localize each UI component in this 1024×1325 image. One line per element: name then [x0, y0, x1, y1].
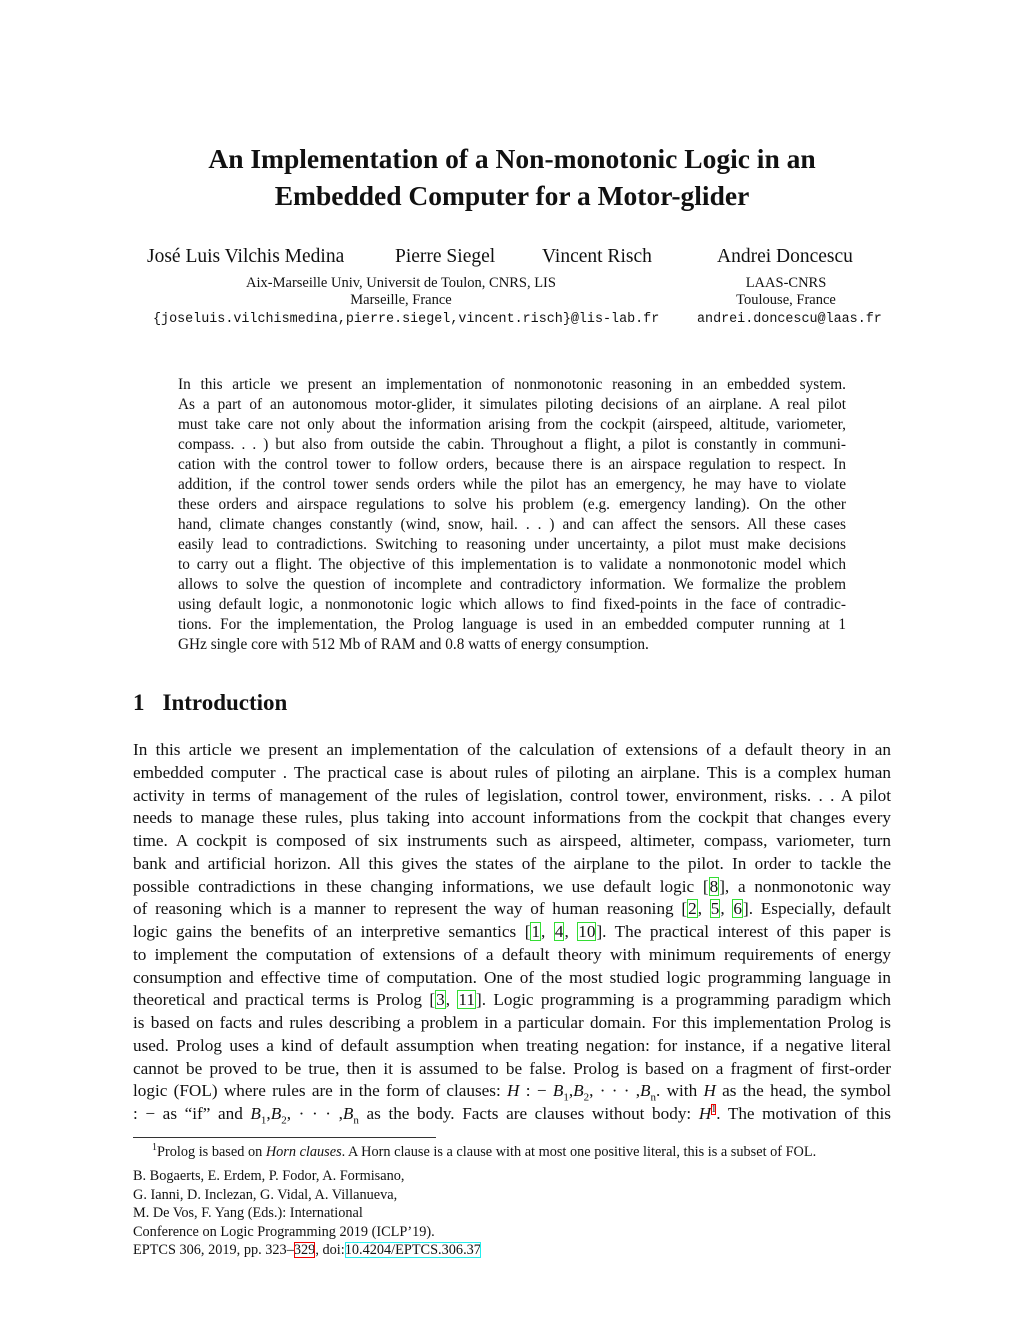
footnote-rule — [133, 1137, 436, 1138]
text-run: to implement the computation of extensions of a default theory with minimum requirements of energy — [133, 944, 891, 964]
affiliation-line: Toulouse, France — [736, 292, 836, 308]
affiliation-lis — [200, 275, 602, 309]
text-run: , — [445, 990, 458, 1010]
citation-link[interactable]: 8 — [709, 876, 719, 896]
footnote-text: . A Horn clause is a clause with at most one positive literal, this is a subset of FOL. — [341, 1144, 817, 1160]
footnote-text: Prolog is based on — [157, 1144, 266, 1160]
citation-link[interactable]: 2 — [688, 899, 697, 919]
venue-info — [133, 1167, 481, 1260]
text-run: easily lead to contradictions. Switching to reasoning under uncertainty, a pilot must make decisions — [178, 536, 846, 553]
text-run: bank and artificial horizon. All this gives the states of the airplane to the pilot. In order to tackle the — [133, 853, 891, 873]
text-run: of reasoning which is a manner to represent the way of human reasoning [ — [133, 899, 688, 919]
footnote-link[interactable]: 1 — [711, 1104, 717, 1116]
text-run: ], a nonmonotonic way — [719, 876, 891, 896]
email-laas: andrei.doncescu@laas.fr — [697, 312, 882, 327]
math-symbol: B — [270, 1104, 282, 1123]
text-line — [133, 762, 891, 785]
affiliation-line: Aix-Marseille Univ, Universit de Toulon, CNRS, LIS — [246, 275, 556, 291]
text-run: addition, if the control tower sends orders while the pilot has an emergency, he may have to violate — [178, 476, 846, 493]
text-run: , — [564, 922, 578, 941]
text-line — [178, 615, 846, 635]
doi-label: , doi: — [315, 1242, 345, 1259]
citation-link[interactable]: 3 — [436, 990, 445, 1010]
text-line — [133, 785, 891, 808]
footnote-mark: 1 — [152, 1142, 157, 1154]
affiliation-line: LAAS-CNRS — [745, 275, 827, 291]
text-run: In this article we present an implementation of the calculation of extensions of a default theory in an — [133, 740, 891, 759]
text-line — [133, 1080, 891, 1103]
text-run: ]. Logic programming is a programming paradigm which — [475, 990, 891, 1010]
text-run: ]. Especially, default — [743, 899, 892, 919]
text-line — [133, 853, 891, 876]
text-run: , — [697, 899, 710, 919]
text-line — [178, 575, 846, 595]
text-run: needs to manage these rules, plus taking into account informations from the cockpit that changes every — [133, 808, 891, 828]
text-run: , — [266, 1104, 271, 1123]
text-run: , — [720, 899, 733, 919]
author-name: José Luis Vilchis Medina — [147, 246, 345, 267]
text-run: used. Prolog uses a kind of default assumption when treating negation: for instance, if a negative literal — [133, 1035, 891, 1055]
text-run: cannot be proved to be true, then it is assumed to be false. Prolog is based on a fragment of first-order — [133, 1058, 891, 1078]
section-heading — [133, 690, 287, 716]
math-subscript: 1 — [260, 1114, 267, 1127]
text-run: , · · · , — [589, 1081, 641, 1101]
section-number: 1 — [133, 690, 145, 715]
doi-link[interactable]: 10.4204/EPTCS.306.37 — [344, 1242, 481, 1259]
text-line — [178, 435, 846, 455]
text-line — [133, 898, 891, 921]
text-run: tions. For the implementation, the Prolog language is used in an embedded computer running at 1 — [178, 616, 846, 633]
text-line — [133, 1058, 891, 1081]
text-run: time. A cockpit is composed of six instruments such as airspeed, altimeter, compass, variometer, turn — [133, 831, 891, 850]
text-line — [178, 455, 846, 475]
title-line-2: Embedded Computer for a Motor-glider — [274, 180, 750, 211]
text-run: , · · · , — [286, 1104, 343, 1123]
paper-title — [0, 140, 1024, 214]
eptcs-text: EPTCS 306, 2019, pp. 323– — [133, 1242, 294, 1259]
text-run: . The motivation of this — [716, 1104, 891, 1123]
math-symbol: H — [703, 1081, 716, 1101]
math-symbol: B — [552, 1081, 564, 1101]
text-run: must take care not only about the information arising from the cockpit (airspeed, altitude, variometer, — [178, 416, 846, 433]
text-run: logic (FOL) where rules are in the form of clauses: — [133, 1081, 508, 1101]
footnote-italic: Horn clauses — [265, 1144, 342, 1160]
text-line — [133, 989, 891, 1012]
citation-link[interactable]: 4 — [554, 922, 564, 941]
citation-link[interactable]: 5 — [710, 899, 720, 919]
last-page-link[interactable]: 329 — [293, 1242, 316, 1259]
venue-line: Conference on Logic Programming 2019 (ICLP’19). — [133, 1223, 435, 1240]
text-line — [178, 375, 846, 395]
text-line — [133, 921, 891, 944]
text-run: : − as “if” and — [133, 1104, 251, 1123]
affiliation-line: Marseille, France — [350, 292, 452, 308]
math-subscript: 2 — [583, 1091, 590, 1104]
text-run: cation with the control tower to follow orders, because there is an airspace regulation to respect. In — [178, 456, 846, 473]
text-line — [178, 415, 846, 435]
math-subscript: n — [353, 1114, 359, 1127]
text-line — [133, 807, 891, 830]
text-run: is based on facts and rules describing a problem in a particular domain. For this implementation Prolog is — [133, 1013, 891, 1032]
title-line-1: An Implementation of a Non-monotonic Logic in an — [208, 143, 816, 174]
venue-line: B. Bogaerts, E. Erdem, P. Fodor, A. Formisano, — [133, 1168, 405, 1184]
math-symbol: H — [698, 1104, 712, 1123]
text-run: embedded computer . The practical case is about rules of piloting an airplane. This is a complex human — [133, 762, 891, 782]
text-line — [178, 535, 846, 555]
email-lis: {joseluis.vilchismedina,pierre.siegel,vincent.risch}@lis-lab.fr — [153, 312, 660, 327]
venue-line: G. Ianni, D. Inclezan, G. Vidal, A. Villanueva, — [133, 1186, 398, 1203]
text-run: as the body. Facts are clauses without body: — [358, 1104, 699, 1123]
text-run: As a part of an autonomous motor-glider, it simulates piloting decisions of an airplane. A real pilot — [178, 396, 846, 413]
abstract — [178, 375, 846, 655]
text-run: consumption and effective time of computation. One of the most studied logic programming language in — [133, 967, 891, 987]
text-line — [133, 967, 891, 990]
citation-link[interactable]: 6 — [733, 899, 742, 919]
text-run: hand, climate changes constantly (wind, snow, hail. . . ) and can affect the sensors. All these cases — [178, 516, 846, 533]
text-run: In this article we present an implementation of nonmonotonic reasoning in an embedded system. — [178, 376, 846, 393]
section-title: Introduction — [162, 690, 288, 715]
text-run: to carry out a flight. The objective of this implementation is to validate a nonmonotonic model which — [178, 556, 846, 573]
math-subscript: n — [650, 1091, 657, 1104]
text-run: , — [541, 922, 554, 941]
text-line — [133, 944, 891, 967]
text-run: logic gains the benefits of an interpretive semantics [ — [133, 922, 531, 941]
author-name: Vincent Risch — [542, 246, 652, 267]
text-line — [133, 1035, 891, 1058]
text-run: , — [568, 1081, 574, 1101]
text-run: compass. . . ) but also from outside the cabin. Throughout a flight, a pilot is constantly in communi- — [178, 436, 846, 453]
venue-line — [133, 1241, 481, 1260]
text-run: ]. The practical interest of this paper is — [596, 922, 892, 941]
text-run: GHz single core with 512 Mb of RAM and 0.8 watts of energy consumption. — [178, 636, 649, 653]
footnote — [152, 1143, 816, 1162]
affiliation-laas — [696, 275, 876, 309]
math-subscript: 2 — [281, 1114, 287, 1127]
text-run: these orders and airspace regulations to solve his problem (e.g. emergency landing). On the other — [178, 496, 846, 513]
text-run: : − — [519, 1081, 553, 1101]
text-run: . with — [656, 1081, 704, 1101]
text-line — [178, 595, 846, 615]
text-line — [133, 830, 891, 853]
math-symbol: H — [507, 1081, 520, 1101]
author-name: Pierre Siegel — [395, 246, 496, 267]
text-line — [178, 495, 846, 515]
math-symbol: B — [573, 1081, 584, 1101]
math-subscript: 1 — [563, 1091, 569, 1104]
text-run: allows to solve the question of incomplete and contradictory information. We formalize the problem — [178, 576, 846, 593]
text-line — [178, 635, 846, 655]
math-symbol: B — [250, 1104, 261, 1123]
text-run: as the head, the symbol — [715, 1081, 892, 1101]
text-line — [178, 475, 846, 495]
text-line — [133, 739, 891, 762]
text-line — [133, 1103, 891, 1126]
venue-line: M. De Vos, F. Yang (Eds.): International — [133, 1205, 363, 1222]
citation-link[interactable]: 11 — [458, 990, 475, 1010]
introduction-body — [133, 739, 891, 1126]
text-line — [133, 1012, 891, 1035]
text-line — [178, 555, 846, 575]
citation-link[interactable]: 1 — [531, 922, 541, 941]
text-run: theoretical and practical terms is Prolog [ — [133, 990, 436, 1010]
text-line — [178, 515, 846, 535]
text-run: using default logic, a nonmonotonic logic which allows to find fixed-points in the face of contradic- — [178, 596, 846, 613]
math-symbol: B — [342, 1104, 354, 1123]
author-name: Andrei Doncescu — [717, 246, 853, 267]
text-line — [133, 876, 891, 899]
text-run: possible contradictions in these changing informations, we use default logic [ — [133, 876, 709, 896]
math-symbol: B — [640, 1081, 651, 1101]
citation-link[interactable]: 10 — [578, 922, 596, 941]
text-line — [178, 395, 846, 415]
text-run: activity in terms of management of the rules of legislation, control tower, environment, risks. . . A pilot — [133, 785, 891, 805]
